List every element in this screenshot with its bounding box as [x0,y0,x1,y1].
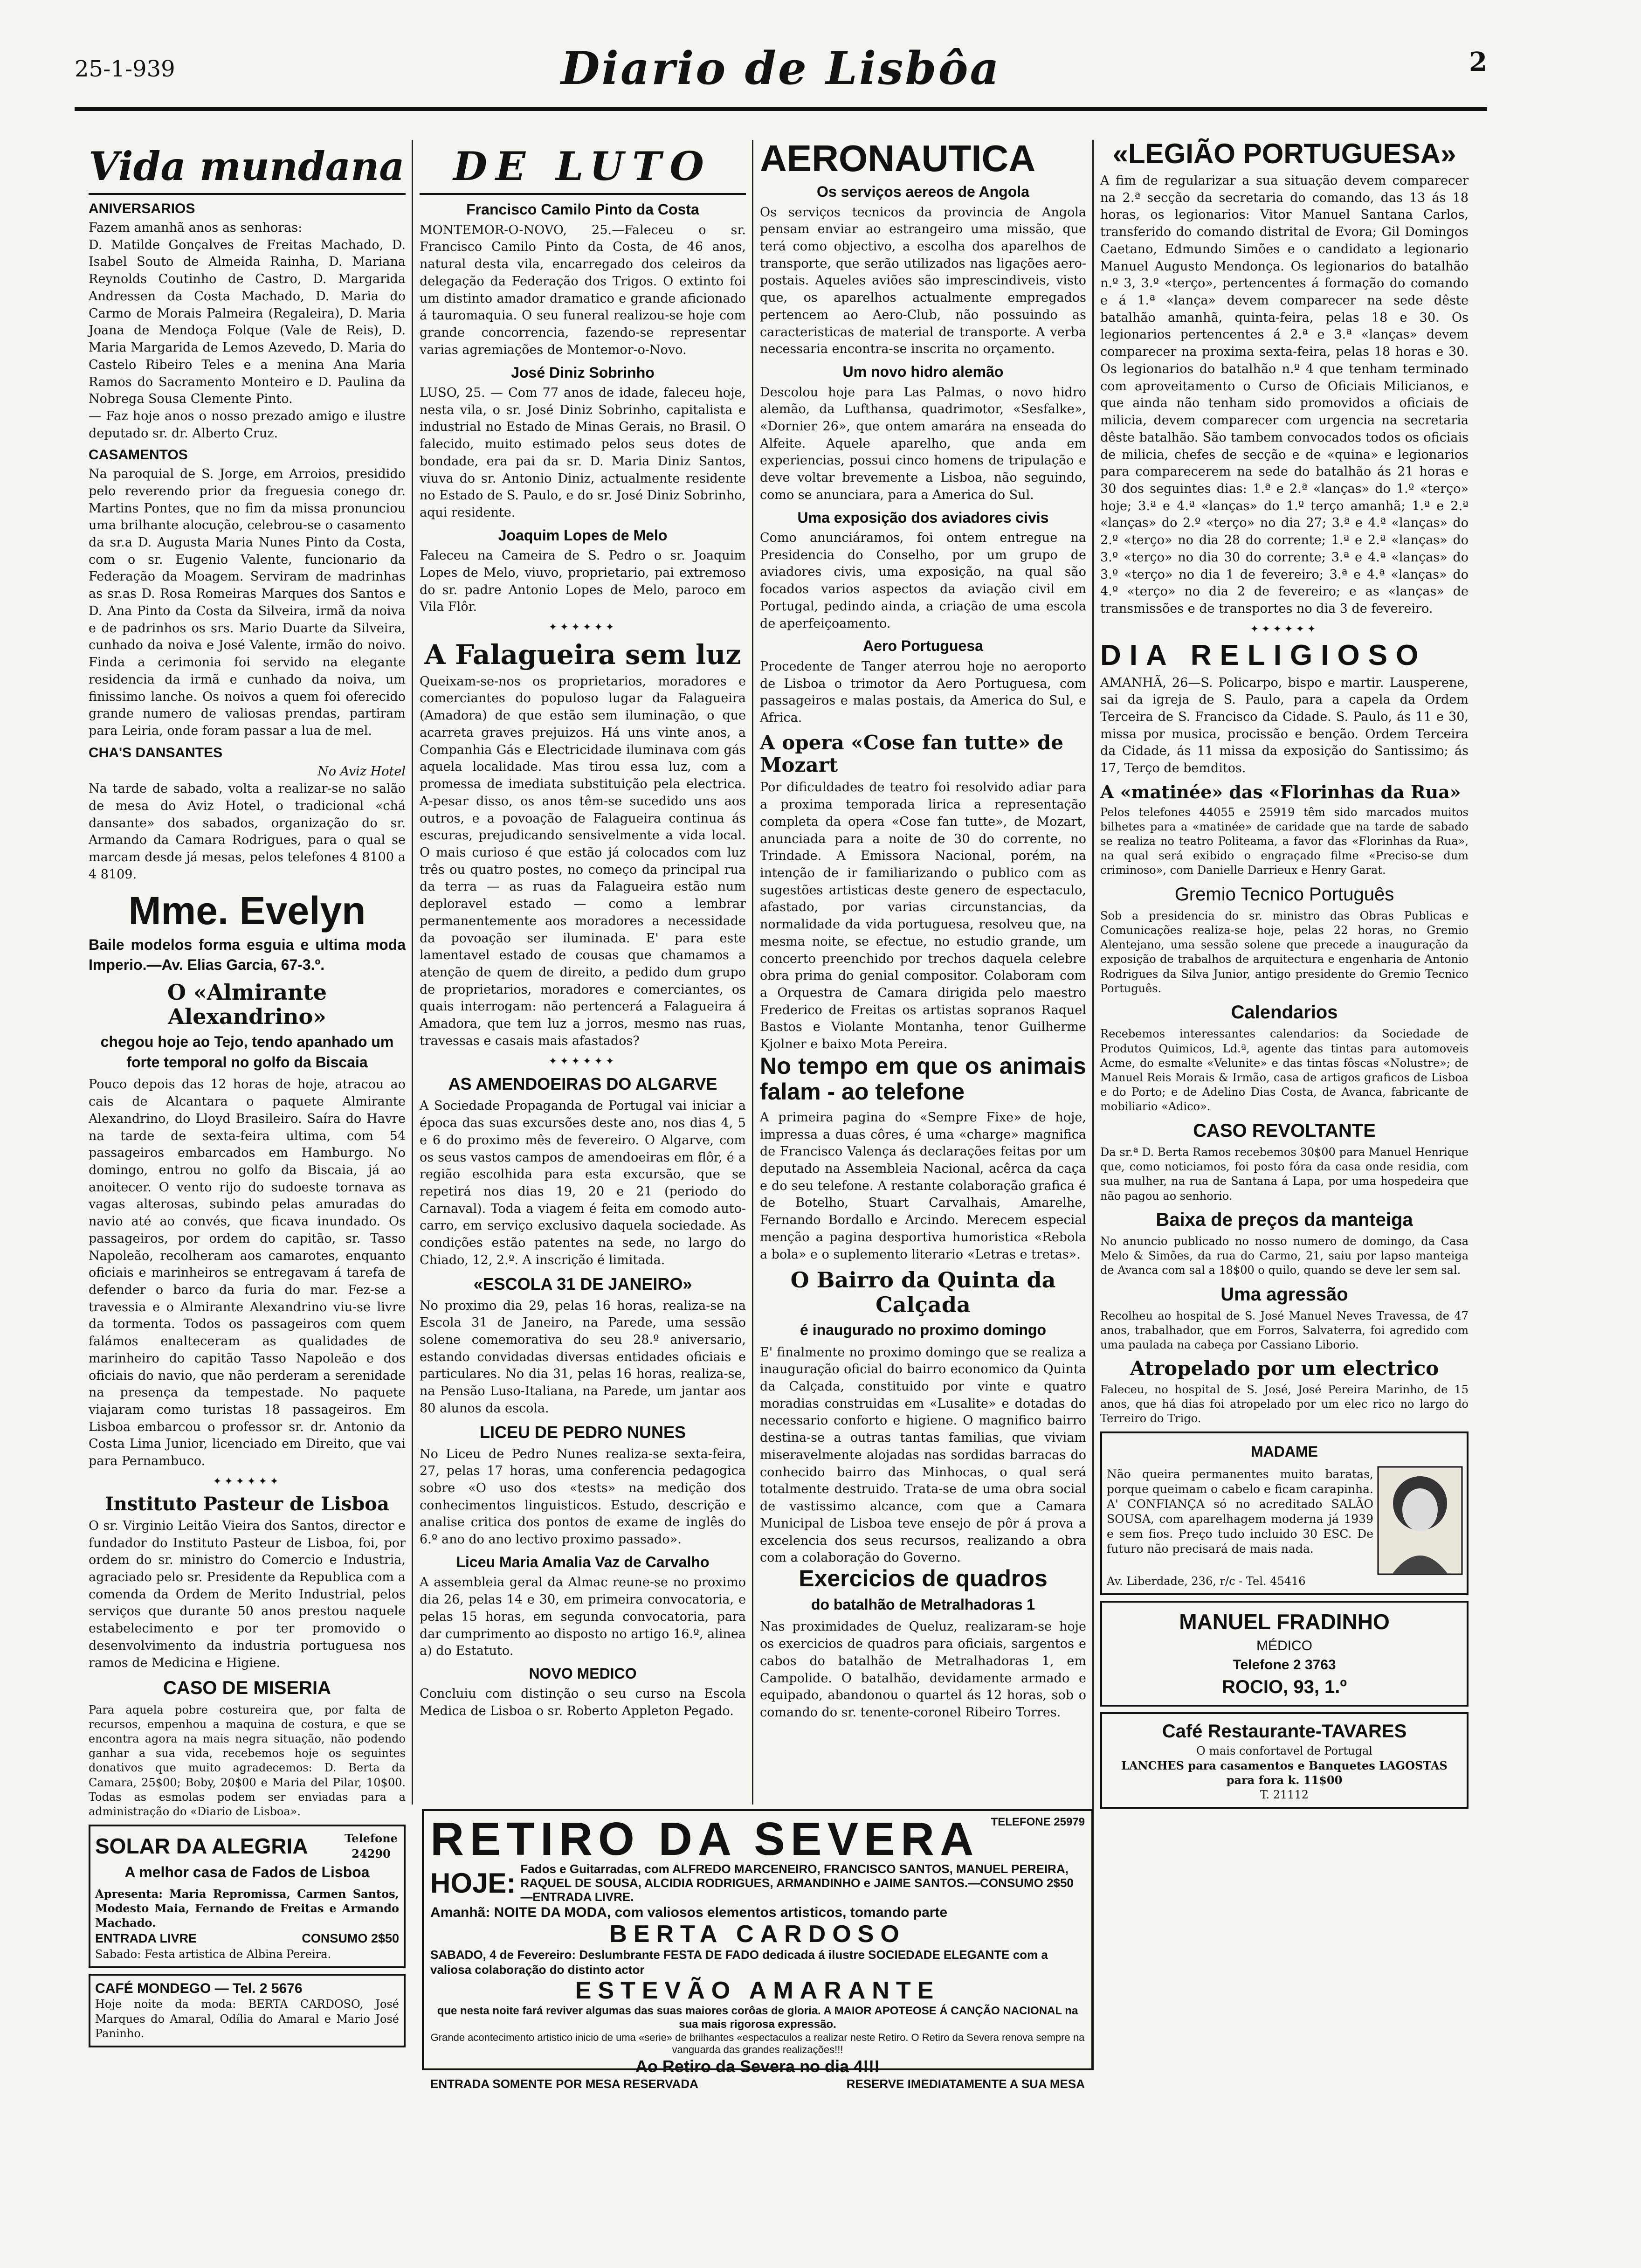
almirante-title: O «Almirante Alexandrino» [167,979,327,1030]
solar-consumo: CONSUMO 2$50 [302,1931,399,1946]
pinto-text: MONTEMOR-O-NOVO, 25.—Faleceu o sr. Francisco Camilo Pinto da Costa, de 46 anos, natural desta vila, encarregado dos celeiros da delegação da Federação dos Trigos. O extinto foi um distinto amador dramatico e grande aficionado á tauromaquia. O seu funeral realizou-se hoje com grande concorrencia, fazendo-se representar varias agremiações de Montemor-o-Novo. [420,222,746,357]
dia-religioso-heading: DIA RELIGIOSO [1100,639,1427,671]
exposicao-text: Como anunciáramos, foi ontem entregue na Presidencia do Conselho, por um grupo de aviadores civis, uma exposição, na qual são focados varios aspectos da aviação civil em Portugal, pedindo ainda, a criação de uma escola de aperfeiçoamento. [760,531,1086,631]
retiro-foot-left: ENTRADA SOMENTE POR MESA RESERVADA [430,2077,698,2091]
matinee-title: A «matinée» das «Florinhas da Rua» [1100,781,1461,802]
tavares-text: LANCHES para casamentos e Banquetes LAGOSTAS para fora k. 11$00 [1121,1759,1448,1787]
quadros-title: Exercicios de quadros [799,1565,1048,1591]
retiro-hoje-text: Fados e Guitarradas, com ALFREDO MARCENEIRO, FRANCISCO SANTOS, MANUEL PEREIRA, RAQUEL DE SOUSA, ALCIDIA RODRIGUES, ARMANDINHO e JAIME SANTOS.—CONSUMO 2$50—ENTRADA LIVRE. [520,1862,1074,1904]
solar-sub: A melhor casa de Fados de Lisboa [124,1864,370,1881]
amalia-text: A assembleia geral da Almac reune-se no proximo dia 26, pelas 14 e 30, em primeira convocatoria, e pelas 15 horas, em segunda convocatoria, para dar cumprimento ao disposto no artigo 16.º, alinea a) do Estatuto. [420,1575,746,1659]
exposicao-title: Uma exposição dos aviadores civis [797,509,1049,526]
cafe-ad [89,1974,406,2047]
retiro-estevao-text: que nesta noite fará reviver algumas das suas maiores corôas de gloria. A MAIOR APOTEOSE Á CANÇÃO NACIONAL na sua mais rigorosa expressão. [437,2005,1078,2031]
manteiga-text: No anuncio publicado no nosso numero de domingo, da Casa Melo & Simões, da rua do Carmo, 21, saiu por lapso manteiga de Avanca com sal a 18$00 o quilo, quando se deve ler sem sal. [1100,1235,1469,1277]
cafe-text: Hoje noite da moda: BERTA CARDOSO, José Marques do Amaral, Odília do Amaral e Mario José Paninho. [95,1998,399,2040]
diniz-text: LUSO, 25. — Com 77 anos de idade, faleceu hoje, nesta vila, o sr. José Diniz Sobrinho, capitalista e industrial no Estado de Minas Gerais, no Brasil. O falecido, muito estimado pelos seus dotes de bondade, era pai da sr. D. Maria Diniz Santos, viuva do sr. Antonio Diniz, actualmente residente no Estado de S. Paulo, e do sr. José Diniz Sobrinho, aqui residente. [420,386,746,520]
issue-date: 25-1-939 [75,56,175,82]
aero-portuguesa-text: Procedente de Tanger aterrou hoje no aeroporto de Lisboa o trimotor da Aero Portuguesa, com passageiros e malas postais, da America do Sul, e Africa. [760,659,1086,726]
aniversarios-intro: Fazem amanhã anos as senhoras: [89,221,303,235]
angola-title: Os serviços aereos de Angola [817,183,1029,200]
column-rule [752,140,753,1805]
bairro-text: E' finalmente no proximo domingo que se realiza a inauguração oficial do bairro economico da Quinta da Calçada, constituido por vinte e quatro moradias construidas em «Lusalite» e dotadas do necessario conforto e higiene. O magnifico bairro destina-se a outras tantas familias, que viviam miseravelmente alojadas nas sordidas barracas do conhecido bairro das Minhocas, o qual será totalmente destruido. Trata-se de uma obra social de vastissimo alcance, com que a Camara Municipal de Lisboa teve ensejo de pôr á prova a excelencia dos seus recursos, realizando a obra com a colaboração do Governo. [760,1345,1086,1565]
amendoeiras-text: A Sociedade Propaganda de Portugal vai iniciar a época das suas excursões deste ano, nos dias 4, 5 e 6 do proximo mês de fevereiro. O Algarve, com os seus vastos campos de amendoeiras em flôr, é a região escolhida para esta excursão, que se repetirá nos dias 19, 20 e 21 (periodo do Carnaval). Toda a viagem é feita em comodo auto-carro, em serviço exclusivo daquela sociedade. As condições estão patentes na sede, no largo do Chiado, 12, 2.º. A inscrição é limitada. [420,1099,746,1267]
escola-text: No proximo dia 29, pelas 16 horas, realiza-se na Escola 31 de Janeiro, na Parede, uma sessão solene comemorativa do seu 28.º aniversario, estando convidadas diversas entidades oficiais e particulares. No dia 31, pelas 16 horas, realiza-se, na Pensão Luso-Italiana, na Parede, um jantar aos 80 alunos da escola. [420,1298,746,1416]
madame-title: MADAME [1251,1443,1318,1460]
column-1 [89,140,406,2052]
legiao-heading: «LEGIÃO PORTUGUESA» [1112,138,1456,169]
newspaper-title: Diario de Lisbôa [561,42,1001,95]
retiro-grande: Grande acontecimento artistico inicio de uma «serie» de brilhantes «espectaculos a realizar neste Retiro. O Retiro da Severa renova sempre na vanguarda das grandes realizações!!! [430,2031,1085,2056]
amendoeiras-title: AS AMENDOEIRAS DO ALGARVE [448,1074,717,1094]
chas-place: No Aviz Hotel [317,764,406,779]
column-3 [760,140,1086,1800]
evelyn-text: Baile modelos forma esguia e ultima moda Imperio.—Av. Elias Garcia, 67-3.º. [89,936,406,974]
miseria-text: Para aquela pobre costureira que, por falta de recursos, empenhou a maquina de costura, e que se encontra agora na mais negra situação, não podendo ganhar a sua vida, recebemos hoje os seguintes donativos que muito agradecemos: D. Berta da Camara, 25$00; Boby, 20$00 e Maria del Pilar, 10$00. Todas as esmolas podem ser enviadas para a administração do «Diario de Lisboa». [89,1703,406,1818]
fradinho-tel: Telefone 2 3763 [1233,1657,1336,1673]
fradinho-title: MANUEL FRADINHO [1179,1610,1390,1634]
solar-ad [89,1825,406,1968]
retiro-hoje-label: HOJE: [430,1867,516,1899]
evelyn-title: Mme. Evelyn [128,888,366,933]
solar-sabado: Sabado: Festa artistica de Albina Pereira. [95,1948,331,1961]
mozart-title: A opera «Cose fan tutte» de Mozart [760,731,1063,777]
retiro-dia4: Ao Retiro da Severa no dia 4!!! [635,2057,880,2076]
retiro-sabado: SABADO, 4 de Fevereiro: Deslumbrante FESTA DE FADO dedicada á ilustre SOCIEDADE ELEGANTE com a valiosa colaboração do distinto actor [430,1948,1048,1977]
mozart-text: Por dificuldades de teatro foi resolvido adiar para a proxima temporada lirica a representação completa da opera «Cose fan tutte», de Mozart, anunciada para a noite de 30 do corrente, no Trindade. A Emissora Nacional, porém, na intenção de ir familiarizando o publico com as sugestões artisticas deste genero de espectaculo, afastado, por varias circunstancias, da normalidade da vida portuguesa, resolveu que, na mesma noite, se efectue, no estudio grande, um concerto preenchido por trechos daquela celebre obra prima do genial compositor. Colaboram com a Orquestra de Camara dirigida pelo maestro Frederico de Freitas os artistas sopranos Raquel Bastos e Violante Montanha, tenor Guilherme Kjolner e baixo Mota Pereira. [760,780,1086,1052]
quadros-sub: do batalhão de Metralhadoras 1 [811,1596,1035,1613]
diniz-name: José Diniz Sobrinho [511,364,655,381]
manteiga-title: Baixa de preços da manteiga [1156,1209,1413,1230]
liceu-title: LICEU DE PEDRO NUNES [479,1422,686,1442]
solar-entrada: ENTRADA LIVRE [95,1931,197,1946]
calendarios-text: Recebemos interessantes calendarios: da Sociedade de Produtos Quimicos, Ld.ª, agente das tintas para automoveis Acme, do esmalte «Velunite» e das tintas fôscas «Nolustre»; de Manuel Reis Morais & Irmão, casa de artigos graficos de Lisboa e do Porto; e de Adelino Dias Costa, de Avanca, fabricante de mobiliario «Adico». [1100,1027,1469,1113]
retiro-tel: TELEFONE 25979 [991,1816,1085,1828]
madame-address: Av. Liberdade, 236, r/c - Tel. 45416 [1107,1574,1306,1588]
tavares-ad [1100,1712,1469,1809]
tavares-tel: T. 21112 [1260,1788,1309,1801]
chas-text: Na tarde de sabado, volta a realizar-se no salão de mesa do Aviz Hotel, o tradicional «chá dansante» dos sabados, organização do sr. Armando da Camara Rodrigues, para o qual se marcam desde já mesas, pelos telefones 4 8100 a 4 8109. [89,781,406,882]
chas-label: CHA'S DANSANTES [89,745,223,761]
hidro-text: Descolou hoje para Las Palmas, o novo hidro alemão, da Lufthansa, quadrimotor, «Sesfalke», «Dornier 26», que ontem amarára na enseada do Alfeite. Aquele aparelho, que anda em experiencias, possui cinco homens de tripulação e deve voltar brevemente a Lisboa, não seguindo, como se anunciara, para a America do Sul. [760,385,1086,502]
gremio-text: Sob a presidencia do sr. ministro das Obras Publicas e Comunicações realiza-se hoje, pelas 22 horas, no Gremio Alentejano, uma sessão solene que precede a inauguração da exposição de trabalhos de arquitectura e engenharia de Antonio Rodrigues da Silva Junior, antigo presidente do Gremio Tecnico Português. [1100,909,1469,995]
agressao-text: Recolheu ao hospital de S. José Manuel Neves Travessa, de 47 anos, trabalhador, que em Forros, Salvaterra, foi agredido com uma paulada na cabeça por Cassiano Liborio. [1100,1309,1469,1352]
retiro-foot-right: RESERVE IMEDIATAMENTE A SUA MESA [846,2077,1085,2091]
solar-title: SOLAR DA ALEGRIA [95,1834,308,1859]
quadros-text: Nas proximidades de Queluz, realizaram-se hoje os exercicios de quadros para oficiais, sargentos e cabos do batalhão de Metralhadoras 1, em Campolide. O batalhão, devidamente armado e equipado, abandonou o quartel ás 12 horas, sob o comando do sr. tenente-coronel Ribeiro Torres. [760,1619,1086,1720]
masthead [75,37,1487,111]
retiro-title: RETIRO DA SEVERA [430,1813,979,1865]
luto-heading: DE LUTO [420,140,746,195]
amalia-title: Liceu Maria Amalia Vaz de Carvalho [456,1553,710,1570]
aniversarios-extra: — Faz hoje anos o nosso prezado amigo e ilustre deputado sr. dr. Alberto Cruz. [89,408,406,441]
matinee-text: Pelos telefones 44055 e 25919 têm sido marcados muitos bilhetes para a «matinée» de caridade que na tarde de sabado se realiza no teatro Politeama, a favor das «Florinhas da Rua», na qual será exibido o engraçado filme «Preciso-se dum criminoso», com Danielle Darrieux e Henry Garat. [1100,805,1469,877]
medico-title: NOVO MEDICO [529,1665,637,1682]
woman-portrait-icon [1378,1467,1462,1574]
fradinho-role: MÉDICO [1256,1638,1312,1653]
page-number: 2 [1469,47,1487,77]
column-4 [1100,140,1469,2052]
melo-name: Joaquim Lopes de Melo [498,526,668,544]
cafe-title: CAFÉ MONDEGO — Tel. 2 5676 [95,1981,303,1997]
animais-title: No tempo em que os animais falam - ao telefone [760,1052,1086,1105]
revoltante-title: CASO REVOLTANTE [1193,1120,1376,1141]
fradinho-ad [1100,1601,1469,1707]
aniversarios-list: D. Matilde Gonçalves de Freitas Machado, D. Isabel Souto de Almeida Rainha, D. Mariana Reynolds Coutinho de Castro, D. Margarida Andressen da Costa Machado, D. Maria do Carmo de Morais Palmeira (Regaleira), D. Maria Joana de Mendoça Folque (Vale de Reis), D. Maria Margarida de Lemos Azevedo, D. Maria do Castelo Ribeiro Teles e a menina Ana Maria Ramos do Sacramento Monteiro e D. Paulina da Nobrega Sousa Clemente Pinto. [89,237,406,407]
melo-text: Faleceu na Cameira de S. Pedro o sr. Joaquim Lopes de Melo, viuvo, proprietario, pai extremoso do sr. padre Antonio Lopes de Melo, paroco em Vila Flôr. [420,548,746,615]
atropelado-text: Faleceu, no hospital de S. José, José Pereira Marinho, de 15 anos, que há dias foi atropelado por um elec rico no largo do Terreiro do Trigo. [1100,1383,1469,1425]
falagueira-text: Queixam-se-nos os proprietarios, moradores e comerciantes do populoso lugar da Falagueira (Amadora) de que estão sem iluminação, o que acarreta graves prejuizos. Há uns vinte anos, a Companhia Gás e Electricidade iluminava com gás aquela localidade. Mas tirou essa luz, com a promessa de imediata substituição pela electrica. A-pesar disso, os anos têm-se sucedido uns aos outros, e a povoação de Falagueira continua ás escuras, prejudicando sensivelmente a vida local. O mais curioso é que estão já colocados com luz três ou quatro postes, no começo da principal rua da terra — as ruas da Falagueira estão num deploravel estado — como a lembrar permanentemente aos moradores a necessidade da povoação ser iluminada. E' para este lamentavel estado de cousas que chamamos a atenção de quem de direito, a pedido dum grupo de proprietarios, moradores e comerciantes, os quais interrogam: não pertencerá a Falagueira á Amadora, que tem luz a jorros, mesmo nas ruas, travessas e casais mais afastados? [420,674,746,1048]
tavares-sub: O mais confortavel de Portugal [1196,1744,1372,1758]
column-2 [420,140,746,2052]
calendarios-title: Calendarios [1231,1002,1338,1023]
solar-tel: Telefone 24290 [345,1832,398,1860]
column-rule [1092,140,1094,2070]
liceu-text: No Liceu de Pedro Nunes realiza-se sexta-feira, 27, pelas 17 horas, uma conferencia pedagogica sobre «O uso dos «tests» na medição dos conhecimentos linguisticos. Estudo, descrição e analise critica dos pontos de exame de inglês do 6.º ano do ano lectivo proximo passado». [420,1446,746,1547]
retiro-amanha: Amanhã: NOITE DA MODA, com valiosos elementos artisticos, tomando parte [430,1904,948,1920]
bairro-title: O Bairro da Quinta da Calçada [790,1267,1056,1318]
animais-text: A primeira pagina do «Sempre Fixe» de hoje, impressa a duas côres, é uma «charge» magnifica de Francisco Valença ás declarações feitas por um deputado na Assembleia Nacional, acêrca da caça e do seu telefone. A restante colaboração grafica é de Botelho, Stuart Carvalhais, Amarelhe, Fernando Bordallo e Arcindo. Merecem especial menção a pagina desportiva humoristica «Rebola a bola» e o suplemento literario «Letras e tretas». [760,1110,1086,1262]
rule-ornament-icon: ✦✦✦✦✦✦ [213,1475,282,1487]
retiro-severa-ad [422,1809,1093,2091]
aero-portuguesa-title: Aero Portuguesa [863,637,983,655]
casamentos-text: Na paroquial de S. Jorge, em Arroios, presidido pelo reverendo prior da freguesia conego dr. Martins Pontes, que no fim da missa pronunciou uma brilhante alocução, celebrou-se o casamento da sr.a D. Augusta Maria Nunes Pinto da Costa, com o sr. Eugenio Valente, funcionario da Federação da Moagem. Serviram de madrinhas as sr.as D. Rosa Romeiras Marques dos Santos e D. Ana Pinto da Costa da Silveira, irmã da noiva e de padrinhos os srs. Mario Duarte da Silveira, cunhado da noiva e José Valente, irmão do noivo. Finda a cerimonia foi servido na elegante residencia da irmã e cunhado da noiva, um finissimo lanche. Os noivos a quem foi oferecido grande numero de valiosas prendas, partiram para Leiria, onde foram passar a lua de mel. [89,467,406,738]
madame-ad [1100,1431,1469,1595]
gremio-title: Gremio Tecnico Português [1174,884,1394,905]
retiro-estevao: ESTEVÃO AMARANTE [575,1977,940,2004]
tavares-title: Café Restaurante-TAVARES [1162,1721,1407,1742]
rule-ornament-icon: ✦✦✦✦✦✦ [1250,623,1319,635]
bairro-sub: é inaugurado no proximo domingo [800,1321,1046,1339]
agressao-title: Uma agressão [1220,1284,1348,1305]
madame-text: Não queira permanentes muito baratas, porque queimam o cabelo e ficam carapinha. A' CONFIANÇA só no acreditado SALÃO SOUSA, com aparelhagem moderna já 1939 e sem fios. Preço tudo incluido 30 ESC. De futuro não precisará de mais nada. [1107,1467,1373,1556]
pasteur-text: O sr. Virginio Leitão Vieira dos Santos, director e fundador do Instituto Pasteur de Lisboa, foi, por ordem do sr. ministro do Comercio e Industria, agraciado pelo sr. Presidente da Republica com a comenda da Ordem de Merito Industrial, pelos serviços que durante 50 anos prestou naquele estabelecimento e por ter promovido o desenvolvimento da industria portuguesa nos ramos de Medicina e Higiene. [89,1518,406,1670]
atropelado-title: Atropelado por um electrico [1130,1356,1439,1380]
medico-text: Concluiu com distinção o seu curso na Escola Medica de Lisboa o sr. Roberto Appleton Pegado. [420,1687,746,1719]
miseria-title: CASO DE MISERIA [163,1678,331,1699]
column-rule [412,140,413,1805]
pasteur-title: Instituto Pasteur de Lisboa [105,1493,389,1515]
angola-text: Os serviços tecnicos da provincia de Angola pensam enviar ao estrangeiro uma missão, que terá como objectivo, a escolha dos aparelhos de transporte, que serão utilizados nas ligações aero-postais. Aqueles aviões são imprescindiveis, visto que, os aparelhos actualmente empregados pertencem ao Aero-Club, não possuindo as caracteristicas de material de transporte. A verba necessaria encontra-se inscrita no orçamento. [760,205,1086,357]
revoltante-text: Da sr.ª D. Berta Ramos recebemos 30$00 para Manuel Henrique que, como noticiamos, foi posto fóra da casa onde residia, com sua mulher, na rua de Santana á Lapa, por uma hospedeira que não pagou ao senhorio. [1100,1145,1469,1203]
vida-mundana-heading: Vida mundana [89,140,406,195]
falagueira-title: A Falagueira sem luz [424,639,741,671]
almirante-sub: chegou hoje ao Tejo, tendo apanhado um forte temporal no golfo da Biscaia [100,1033,394,1071]
rule-ornament-icon: ✦✦✦✦✦✦ [548,622,617,634]
hidro-title: Um novo hidro alemão [842,363,1004,380]
aniversarios-label: ANIVERSARIOS [89,201,195,217]
dia-religioso-text: AMANHÃ, 26—S. Policarpo, bispo e martir. Lausperene, sai da igreja de S. Paulo, para a capela da Ordem Terceira de S. Francisco da Cidade. S. Paulo, ás 11 e 30, missa por musica, procissão e benção. Ordem Terceira da Cidade, ás 11 missa da exposição do Santissimo; ás 17, Terço de bemditos. [1100,675,1469,776]
casamentos-label: CASAMENTOS [89,447,188,463]
rule-ornament-icon: ✦✦✦✦✦✦ [548,1055,617,1067]
aeronautica-heading: AERONAUTICA [760,138,1036,179]
solar-text: Apresenta: Maria Repromissa, Carmen Santos, Modesto Maia, Fernando de Freitas e Armando Machado. [95,1887,399,1930]
legiao-text: A fim de regularizar a sua situação devem comparecer na 2.ª secção da secretaria do comando, das 13 ás 18 horas, os legionarios: Vitor Manuel Santana Carlos, transferido do comando distrital de Evora; Gil Domingos Caetano, Edmundo Simões e o candidato a legionario Manuel Augusto Mendonça. Os legionarios do batalhão n.º 3, 3.º «terço», pertencentes á formação do comando e á 1.ª «lança» devem comparecer na sede dêste batalhão amanhã, quinta-feira, pelas 18 e 30. Os legionarios pertencentes á 2.ª e 3.ª «lanças» devem comparecer na proxima sexta-feira, pelas 18 horas e 30. Os legionarios do batalhão n.º 4 que tenham terminado com aproveitamento o Curso de Oficiais Milicianos, e que ainda não tenham sido promovidos a oficiais de milicia, devem comparecer com urgencia na secretaria dêste batalhão. São tambem convocados todos os oficiais de milicia, chefes de secção e de «quina» e legionarios para comparecerem na sede do batalhão ás 21 horas e 30 dos seguintes dias: 1.ª e 2.ª «lanças» do 1.º «terço» hoje; 3.ª e 4.ª «lanças» do 1.º terço amanhã; 1.ª e 2.ª «lanças» do 2.º «terço» no dia 27; 3.ª e 4.ª «lanças» do 2.º «terço» no dia 28 do corrente; 1.ª e 2.ª «lanças» do 3.º «terço» no dia 30 do corrente; 3.ª e 4.ª «lanças» do 3.º «terço» no dia 1 de fevereiro; 3.ª e 4.ª «lanças» do 4.º «terço» no dia 2 de fevereiro; e as «lanças» de transmissões e de transportes no dia 3 de fevereiro. [1100,173,1469,616]
escola-title: «ESCOLA 31 DE JANEIRO» [473,1274,692,1293]
retiro-berta: BERTA CARDOSO [609,1921,906,1948]
fradinho-address: ROCIO, 93, 1.º [1221,1677,1347,1698]
almirante-text: Pouco depois das 12 horas de hoje, atracou ao cais de Alcantara o paquete Almirante Alexandrino, do Lloyd Brasileiro. Saíra do Havre na tarde de sexta-feira ultima, com 54 passageiros embarcados em Hamburgo. No domingo, entrou no golfo da Biscaia, já ao anoitecer. O vento rijo do sudoeste tornava as vagas alterosas, subindo pelas amuradas do navio até ao convés, que ficava inundado. Os passageiros, por ordem do capitão, sr. Tasso Napoleão, recolheram aos camarotes, enquanto oficiais e marinheiros se entregavam á tarefa de defender o barco da furia do mar. Fez-se a travessia e o Almirante Alexandrino viu-se livre da tormenta. Todos os passageiros com quem falámos enalteceram as qualidades de marinheiro do capitão Tasso Napoleão e dos oficiais do navio, que não perderam a serenidade na presença da tempestade. No paquete viajaram como turistas 18 passageiros. Em Lisboa embarcou o professor sr. dr. Antonio da Costa Lima Junior, licenciado em Direito, que vai para Pernambuco. [89,1077,406,1469]
pinto-name: Francisco Camilo Pinto da Costa [466,201,699,218]
